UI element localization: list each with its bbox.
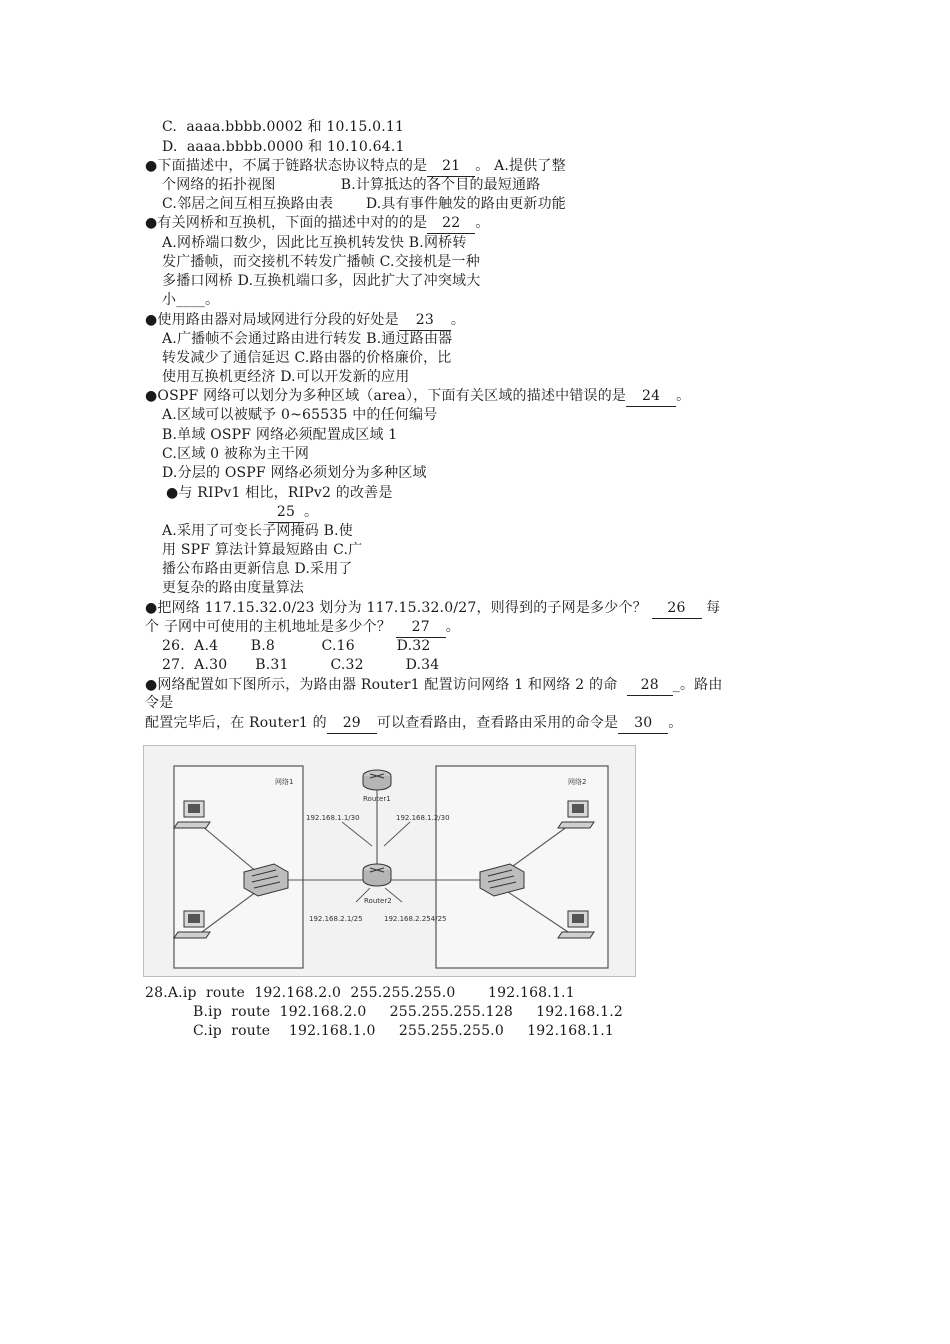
question-28-text: ●网络配置如下图所示，为路由器 Router1 配置访问网络 1 和网络 2 的命 <box>145 677 618 693</box>
question-29-30 <box>145 714 682 734</box>
blank-26: 26 <box>652 599 702 619</box>
ip-router2-right: 192.168.2.254/25 <box>384 915 447 923</box>
answers-26: 26. A.4 B.8 C.16 D.32 <box>162 638 431 654</box>
question-25-options-2: 用 SPF 算法计算最短路由 C.广 <box>162 542 363 558</box>
question-27 <box>145 618 460 638</box>
ip-router1-left: 192.168.1.1/30 <box>306 814 360 822</box>
question-22-options-1: A.网桥端口数少，因此比互换机转发快 B.网桥转 <box>162 235 467 251</box>
network-2-label: 网络2 <box>568 778 587 786</box>
question-26 <box>145 599 720 619</box>
blank-27: 27 <box>396 618 446 638</box>
question-21 <box>145 157 566 177</box>
answers-27: 27. A.30 B.31 C.32 D.34 <box>162 657 440 673</box>
blank-24: 24 <box>626 387 676 407</box>
router-icon <box>363 864 391 886</box>
question-28 <box>145 676 723 696</box>
question-22-options-3: 多播口网桥 D.互换机端口多，因此扩大了冲突域大 <box>162 273 481 289</box>
question-26-text: ●把网络 117.15.32.0/23 划分为 117.15.32.0/27，则得到的子网是多少个？ <box>145 600 647 616</box>
question-24-text: ●OSPF 网络可以划分为多种区域（area），下面有关区域的描述中错误的是 <box>145 388 627 404</box>
blank-23: 23 <box>399 311 451 331</box>
blank-25: 25 <box>268 503 304 523</box>
router-icon <box>363 770 391 790</box>
question-24-tail: 。 <box>676 388 691 404</box>
question-25-options-4: 更复杂的路由度量算法 <box>162 580 304 596</box>
question-22-options-4: 小____。 <box>162 292 220 308</box>
question-23 <box>145 311 465 331</box>
question-30-tail: 。 <box>668 715 683 731</box>
question-29-text: 配置完毕后，在 Router1 的 <box>145 715 327 731</box>
question-21-options-1: 个网络的拓扑视图 B.计算抵达的各个目的最短通路 <box>162 177 541 193</box>
question-25: ●与 RIPv1 相比，RIPv2 的改善是 <box>166 485 393 501</box>
blank-21: 21 <box>427 157 475 177</box>
question-23-options-3: 使用互换机更经济 D.可以开发新的应用 <box>162 369 410 385</box>
question-24-option-b: B.单域 OSPF 网络必须配置成区域 1 <box>162 427 398 443</box>
question-21-tail: 。 A.提供了整 <box>475 158 566 174</box>
ip-router2-left: 192.168.2.1/25 <box>309 915 363 923</box>
question-22 <box>145 214 489 234</box>
question-22-text: ●有关网桥和互换机，下面的描述中对的的是 <box>145 215 428 231</box>
question-27-tail: 。 <box>445 619 460 635</box>
question-24 <box>145 387 690 407</box>
question-28-tail: _。路由 <box>672 677 723 693</box>
question-27-text: 个 子网中可使用的主机地址是多少个？ <box>145 619 392 635</box>
blank-28: 28 <box>627 676 673 696</box>
question-24-option-d: D.分层的 OSPF 网络必须划分为多种区域 <box>162 465 427 481</box>
question-21-text: ●下面描述中，不属于链路状态协议特点的是 <box>145 158 428 174</box>
option-c-line: C. aaaa.bbbb.0002 和 10.15.0.11 <box>162 119 405 135</box>
question-25-options-3: 播公布路由更新信息 D.采用了 <box>162 561 353 577</box>
network-1-label: 网络1 <box>275 778 294 786</box>
question-26-tail: 每 <box>701 600 721 616</box>
question-23-options-1: A.广播帧不会通过路由进行转发 B.通过路由器 <box>162 331 453 347</box>
question-25-blank-line <box>268 503 318 523</box>
answer-28-option-c: C.ip route 192.168.1.0 255.255.255.0 192.168.1.1 <box>193 1023 614 1039</box>
question-22-options-2: 发广播帧，而交接机不转发广播帧 C.交接机是一种 <box>162 254 480 270</box>
question-23-tail: 。 <box>450 312 466 328</box>
network-diagram <box>143 745 636 977</box>
router1-label: Router1 <box>363 795 391 803</box>
question-30-text: 可以查看路由，查看路由采用的命令是 <box>376 715 619 731</box>
question-28-cont: 令是 <box>145 695 174 711</box>
question-24-option-c: C.区域 0 被称为主干网 <box>162 446 310 462</box>
answer-28-option-b: B.ip route 192.168.2.0 255.255.255.128 192.168.1.2 <box>193 1004 623 1020</box>
question-21-options-2: C.邻居之间互相互换路由表 D.具有事件触发的路由更新功能 <box>162 196 566 212</box>
question-23-options-2: 转发减少了通信延迟 C.路由器的价格廉价，比 <box>162 350 452 366</box>
router2-label: Router2 <box>364 897 392 905</box>
blank-30: 30 <box>618 714 668 734</box>
question-23-text: ●使用路由器对局域网进行分段的好处是 <box>145 312 399 328</box>
blank-22: 22 <box>427 214 475 234</box>
question-22-tail: 。 <box>475 215 490 231</box>
answer-28-option-a: 28.A.ip route 192.168.2.0 255.255.255.0 192.168.1.1 <box>145 985 575 1001</box>
question-25-options-1: A.采用了可变长子网掩码 B.使 <box>162 523 353 539</box>
blank-29: 29 <box>327 714 377 734</box>
ip-router1-right: 192.168.1.2/30 <box>396 814 450 822</box>
question-25-tail: 。 <box>304 504 319 520</box>
option-d-line: D. aaaa.bbbb.0000 和 10.10.64.1 <box>162 139 405 155</box>
question-24-option-a: A.区域可以被赋予 0~65535 中的任何编号 <box>162 407 438 423</box>
